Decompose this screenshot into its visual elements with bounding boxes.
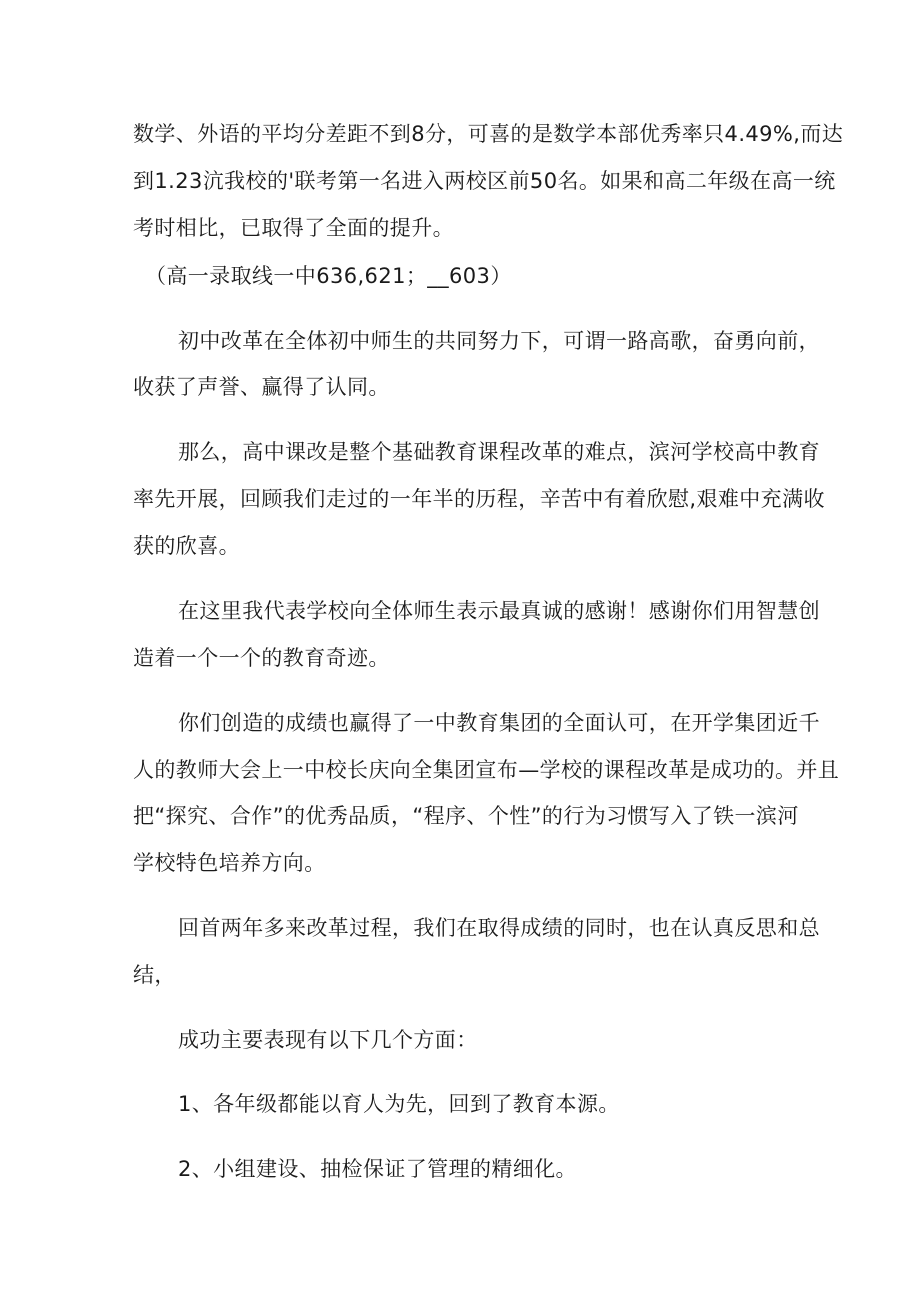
text-line: 学校特色培养方向。 [133, 851, 326, 875]
text-line: （高一录取线一中636,621；__603） [145, 264, 512, 288]
text-line: 人的教师大会上一中校长庆向全集团宣布—学校的课程改革是成功的。并且 [133, 758, 840, 782]
text-line: 在这里我代表学校向全体师生表示最真诚的感谢！感谢你们用智慧创 [178, 599, 820, 623]
text-line: 那么，高中课改是整个基础教育课程改革的难点，滨河学校高中教育 [178, 440, 820, 464]
text-line: 回首两年多来改革过程，我们在取得成绩的同时，也在认真反思和总 [178, 916, 820, 940]
text-line: 率先开展，回顾我们走过的一年半的历程，辛苦中有着欣慰,艰难中充满收 [133, 487, 825, 511]
text-line: 初中改革在全体初中师生的共同努力下，可谓一路高歌，奋勇向前， [178, 329, 820, 353]
text-line: 收获了声誉、赢得了认同。 [133, 375, 390, 399]
text-line: 结， [133, 963, 176, 987]
text-line: 考时相比，已取得了全面的提升。 [133, 216, 454, 240]
text-line: 把“探究、合作”的优秀品质，“程序、个性”的行为习惯写入了铁一滨河 [133, 804, 799, 828]
text-line: 到1.23沆我校的'联考第一名进入两校区前50名。如果和高二年级在高一统 [133, 169, 836, 193]
text-line: 成功主要表现有以下几个方面： [178, 1028, 478, 1052]
text-line: 你们创造的成绩也赢得了一中教育集团的全面认可，在开学集团近千 [178, 711, 820, 735]
text-line: 2、小组建设、抽检保证了管理的精细化。 [178, 1157, 577, 1181]
text-line: 1、各年级都能以育人为先，回到了教育本源。 [178, 1092, 620, 1116]
text-line: 获的欣喜。 [133, 534, 240, 558]
text-line: 数学、外语的平均分差距不到8分，可喜的是数学本部优秀率只4.49%,而达 [133, 122, 844, 146]
text-line: 造着一个一个的教育奇迹。 [133, 646, 390, 670]
